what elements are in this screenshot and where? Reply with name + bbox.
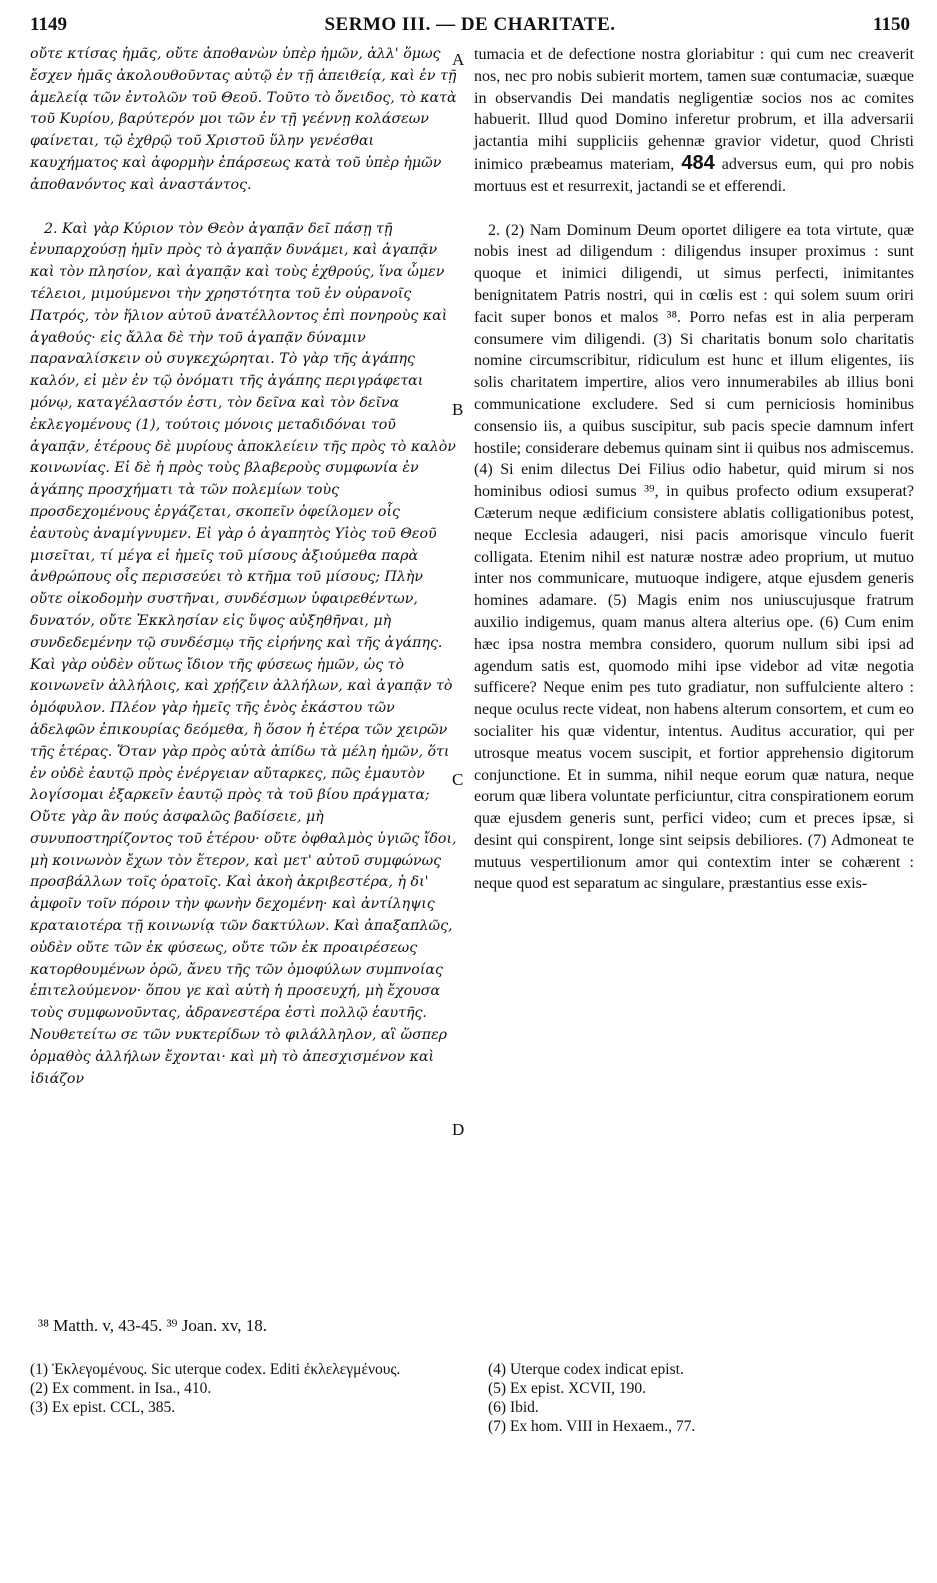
footnotes-right	[488, 1360, 908, 1436]
page-header	[30, 14, 910, 38]
footnote-3: (3) Ex epist. CCL, 385.	[30, 1399, 176, 1416]
scripture-references: ³⁸ Matth. v, 43-45. ³⁹ Joan. xv, 18.	[38, 1316, 268, 1335]
latin-paragraph-1	[474, 44, 914, 198]
greek-column	[30, 44, 460, 1090]
footnote-2: (2) Ex comment. in Isa., 410.	[30, 1380, 212, 1397]
greek-paragraph-2: 2. Καὶ γὰρ Κύριον τὸν Θεὸν ἀγαπᾷν δεῖ πάσῃ τῇ ἐνυπαρχούσῃ ἡμῖν πρὸς τὸ ἀγαπᾷν δυνάμει, καὶ ἀγαπᾷν καὶ τὸν πλησίον, καὶ ἀγαπᾷν καὶ τοὺς ἐχθρούς, ἵνα ὦμεν τέλειοι, μιμούμενοι τὴν χρηστότητα τοῦ ἐν οὐρανοῖς Πατρός, τὸν ἥλιον αὐτοῦ ἀνατέλλοντος ἐπὶ πονηροὺς καὶ ἀγαθούς· εἰς ἄλλα δὲ τὴν τοῦ ἀγαπᾷν δύναμιν παραναλίσκειν οὐ συγκεχώρηται. Τὸ γὰρ τῆς ἀγάπης καλόν, εἰ μὲν ἐν τῷ ὀνόματι τῆς ἀγάπης περιγράφεται μόνῳ, καταγέλαστόν ἐστι, τὸν δεῖνα καὶ τὸν δεῖνα ἐκλεγομένους (1), τούτοις μόνοις μεταδιδόναι τοῦ ἀγαπᾷν, ἑτέρους δὲ μυρίους ἀποκλείειν τῆς πρὸς τὸ καλὸν κοινωνίας. Εἰ δὲ ἡ πρὸς τοὺς βλαβεροὺς συμφωνία ἐν ἀγάπης προσχήματι τὰ τῶν πολεμίων τοὺς προσδεχομένους ἐργάζεται, σκοπεῖν ὀφείλομεν οἷς ἑαυτοὺς ἀναμίγνυμεν. Εἰ γὰρ ὁ ἀγαπητὸς Υἱὸς τοῦ Θεοῦ μισεῖται, τί μέγα εἰ ἡμεῖς τοῦ μίσους ἀξιούμεθα παρὰ ἀνθρώπους οἷς περισσεύει τὸ κτῆμα τοῦ μίσους; Πλὴν οὔτε οἰκοδομὴν συστῆναι, συνδέσμων ὑφαιρεθέντων, δυνατόν, οὔτε Ἐκκλησίαν εἰς ὕψος αὐξηθῆναι, μὴ συνδεδεμένην τῷ συνδέσμῳ τῆς εἰρήνης καὶ τῆς ἀγάπης. Καὶ γὰρ οὐδὲν οὕτως ἴδιον τῆς φύσεως ἡμῶν, ὡς τὸ κοινωνεῖν ἀλλήλοις, καὶ χρῄζειν ἀλλήλων, καὶ ἀγαπᾷν τὸ ὁμόφυλον. Πλέον γὰρ ἡμεῖς τῆς ἑνὸς ἑκάστου τῶν ἀδελφῶν ἐπικουρίας δεόμεθα, ἢ ὅσον ἡ ἑτέρα τῶν χειρῶν τῆς ἑτέρας. Ὅταν γὰρ πρὸς αὐτὰ ἀπίδω τὰ μέλη ἡμῶν, ὅτι ἐν οὐδὲ ἑαυτῷ πρὸς ἐνέργειαν αὔταρκες, πῶς ἐμαυτὸν λογίσομαι ἐξαρκεῖν ἑαυτῷ πρὸς τὰ τοῦ βίου πράγματα; Οὔτε γὰρ ἂν πούς ἀσφαλῶς βαδίσειε, μὴ συνυποστηρίζοντος τοῦ ἑτέρου· οὔτε ὀφθαλμὸς ὑγιῶς ἴδοι, μὴ κοινωνὸν ἔχων τὸν ἕτερον, καὶ μετ' αὐτοῦ συμφώνως προσβάλλων τοῖς ὁρατοῖς. Καὶ ἀκοὴ ἀκριβεστέρα, ἡ δι' ἀμφοῖν τοῖν πόροιν τὴν φωνὴν δεχομένη· καὶ ἀντίληψις κραταιοτέρα τῇ κοινωνίᾳ τῶν δακτύλων. Καὶ ἁπαξαπλῶς, οὐδὲν οὔτε τῶν ἐκ φύσεως, οὔτε τῶν ἐκ προαιρέσεως κατορθουμένων ὁρῶ, ἄνευ τῆς τῶν ὁμοφύλων συμπνοίας ἐπιτελούμενον· ὅπου γε καὶ αὐτὴ ἡ προσευχή, μὴ ἔχουσα τοὺς συμφωνοῦντας, ἀδρανεστέρα ἐστὶ πολλῷ ἑαυτῆς. Νουθετείτω σε τῶν νυκτερίδων τὸ φιλάλληλον, αἳ ὥσπερ ὁρμαθὸς ἀλλήλων ἔχονται· καὶ μὴ τὸ ἀπεσχισμένον καὶ ἰδιάζον	[30, 220, 457, 1087]
latin-text-part-1: tumacia et de defectione nostra gloriabitur : qui cum nec creaverit nos, nec pro nobis subierit mortem, tamen suæ contumaciæ, suæque in observandis Dei mandatis negligentiæ socios nos ac comites habuerit. Illud quod Domino inferetur probrum, et illa adversarii jactantia mihi suppliciis gehennæ gravior videtur, quod Christi inimico præbeamus materiam,	[474, 46, 914, 173]
footnote-4: (4) Uterque codex indicat epist.	[488, 1361, 684, 1378]
latin-column	[474, 44, 914, 895]
footnotes-left	[30, 1360, 450, 1417]
latin-paragraph-2: 2. (2) Nam Dominum Deum oportet diligere ea tota virtute, quæ nobis inest ad diligendum : diligendus insuper proximus : sunt quoque et inimici diligendi, ut simus perfecti, inimitantes benignitatem Patris nostri, qui in cœlis est : qui solem suum oriri facit super bonos et malos ³⁸. Porro nefas est in alia perperam consumere vim diligendi. (3) Si charitatis bonum solo charitatis nomine circumscribitur, ridiculum est hunc et illum eligentes, iis solis charitatem impertire, alios vero innumerabiles ab illius boni communicatione excludere. Sed si cum perniciosis hominibus consensio iis, a quibus suscipitur, sub pacis specie damnum infert hostile; considerare debemus quinam sint ii quibus nos admiscemus. (4) Si enim dilectus Dei Filius odio habetur, quid mirum si nos hominibus odiosi sumus ³⁹, in quibus profecto odium exsuperat? Cæterum neque ædificium consistere ablatis colligationibus potest, neque Ecclesia adaugeri, nisi pacis amorisque vinculo fuerit colligata. Etenim nihil est naturæ nostræ adeo proprium, ut mutuo inter nos communicare, mutuoque indigere, atque ejusdem generis homines adamare. (5) Magis enim nos uniuscujusque fratrum auxilio indigemus, quam manus altera alterius ope. (6) Cum enim hæc ipsa nostra membra considero, quorum nullum sibi ipsi ad agendum satis est, quomodo mihi ipse videbor ad vitæ negotia sufficere? Neque enim pes tuto gradiatur, non suffulciente altero : neque oculus recte videat, non habens alterum consortem, et cum eo socialiter his quæ videntur, intentus. Auditus accuratior, qui per utrosque meatus vocem suscipit, et fortior apprehensio digitorum conjunctione. Et in summa, nihil neque eorum quæ natura, neque eorum quæ libera voluntate perficiuntur, citra conspirationem eorum quæ ejusdem generis sunt, perfici video; cum et preces ipsæ, si desint qui conspirent, longe sint seipsis debiliores. (7) Admoneat te mutuus vespertilionum amor qui contextim inter se cohærent : neque quod est separatum ac singulare, præstantius esse exis-	[474, 221, 914, 893]
margin-letter-d: D	[452, 1120, 465, 1139]
page-number-right: 1150	[873, 14, 910, 35]
margin-letter-a: A	[452, 50, 465, 69]
margin-letter-c: C	[452, 770, 464, 789]
running-title: SERMO III. — DE CHARITATE.	[324, 14, 616, 35]
footnote-7: (7) Ex hom. VIII in Hexaem., 77.	[488, 1418, 696, 1435]
margin-letter-b: B	[452, 400, 464, 419]
footnote-1: (1) Ἐκλεγομένους. Sic uterque codex. Editi ἐκλελεγμένους.	[30, 1361, 401, 1378]
greek-paragraph-1: οὔτε κτίσας ἡμᾶς, οὔτε ἀποθανὼν ὑπὲρ ἡμῶν, ἀλλ' ὅμως ἔσχεν ἡμᾶς ἀκολουθοῦντας αὐτῷ ἐν τῇ ἀπειθείᾳ, καὶ ἐν τῇ ἀμελείᾳ τῶν ἐντολῶν τοῦ Θεοῦ. Τοῦτο τὸ ὄνειδος, τὸ κατὰ τοῦ Κυρίου, βαρύτερόν μοι τῶν ἐν τῇ γεέννῃ κολάσεων φαίνεται, τῷ ἐχθρῷ τοῦ Χριστοῦ ὕλην γενέσθαι καυχήματος καὶ ἀφορμὴν ἐπάρσεως κατὰ τοῦ ὑπὲρ ἡμῶν ἀποθανόντος καὶ ἀναστάντος.	[30, 46, 457, 193]
column-number: 484	[681, 151, 715, 174]
footnote-6: (6) Ibid.	[488, 1399, 539, 1416]
footnote-5: (5) Ex epist. XCVII, 190.	[488, 1380, 646, 1397]
latin-text-part-2: adversus eum, qui pro nobis mortuus est et resurrexit, jactandi se et efferendi.	[474, 155, 915, 195]
page-number-left: 1149	[30, 14, 67, 35]
